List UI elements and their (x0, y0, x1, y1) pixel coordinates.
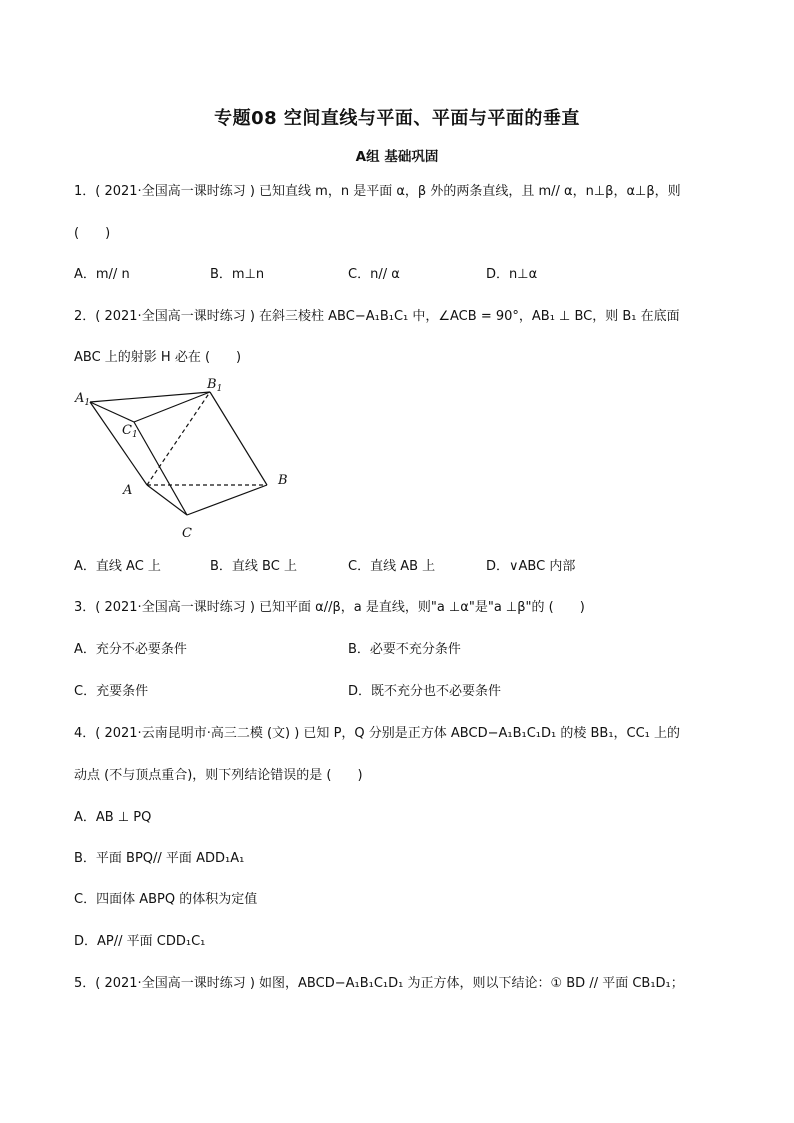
label-b1: $B_1$ (207, 377, 223, 394)
question-3-option-c: C．充要条件 (74, 684, 149, 699)
oblique-prism-figure (70, 372, 310, 547)
question-1-stem: 1．( 2021·全国高一课时练习 ) 已知直线 m，n 是平面 α，β 外的两条直线，且 m// α，n⊥β，α⊥β，则 (74, 184, 681, 199)
question-4-option-d: D．AP// 平面 CDD₁C₁ (74, 934, 206, 949)
question-1-option-c: C．n// α (348, 267, 400, 282)
question-3-stem: 3．( 2021·全国高一课时练习 ) 已知平面 α//β，a 是直线，则"a ⊥α"是"a ⊥β"的 ( ) (74, 600, 585, 615)
page-title: 专题08 空间直线与平面、平面与平面的垂直 (214, 108, 580, 129)
edge-a1b1 (90, 392, 210, 402)
edge-cb (187, 485, 267, 515)
section-heading: A组 基础巩固 (355, 149, 439, 165)
question-2-blank: ABC 上的射影 H 必在 ( ) (74, 350, 242, 365)
question-4-option-b: B．平面 BPQ// 平面 ADD₁A₁ (74, 851, 245, 866)
question-3-option-a: A．充分不必要条件 (74, 642, 187, 657)
question-1-option-b: B．m⊥n (210, 267, 265, 282)
question-4-stem: 4．( 2021·云南昆明市·高三二模 (文) ) 已知 P，Q 分别是正方体 ABCD−A₁B₁C₁D₁ 的棱 BB₁，CC₁ 上的 (74, 726, 681, 741)
label-c1: $C_1$ (122, 423, 138, 440)
edge-c1c (134, 422, 187, 515)
question-4-option-a: A．AB ⊥ PQ (74, 810, 152, 825)
label-a: A (123, 483, 133, 498)
edge-b1b (210, 392, 267, 485)
question-3-option-b: B．必要不充分条件 (348, 642, 461, 657)
edge-ab1-hidden (147, 392, 210, 485)
label-b: B (278, 473, 288, 488)
question-5-stem: 5．( 2021·全国高一课时练习 ) 如图，ABCD−A₁B₁C₁D₁ 为正方体，则以下结论：① BD // 平面 CB₁D₁； (74, 976, 684, 991)
label-a1: $A_1$ (75, 391, 91, 408)
question-2-stem: 2．( 2021·全国高一课时练习 ) 在斜三棱柱 ABC−A₁B₁C₁ 中，∠ACB = 90°，AB₁ ⊥ BC，则 B₁ 在底面 (74, 309, 680, 324)
question-2-option-d: D．∨ABC 内部 (486, 559, 576, 574)
question-2-option-b: B．直线 BC 上 (210, 559, 297, 574)
question-4-blank: 动点 (不与顶点重合)，则下列结论错误的是 ( ) (74, 768, 363, 783)
question-1-option-a: A．m// n (74, 267, 130, 282)
question-1-option-d: D．n⊥α (486, 267, 538, 282)
question-4-option-c: C．四面体 ABPQ 的体积为定值 (74, 892, 258, 907)
edge-ac (147, 485, 187, 515)
question-1-blank: ( ) (74, 226, 111, 241)
question-3-option-d: D．既不充分也不必要条件 (348, 684, 502, 699)
label-c: C (182, 526, 192, 541)
edge-c1b1 (134, 392, 210, 422)
question-2-option-c: C．直线 AB 上 (348, 559, 436, 574)
question-2-option-a: A．直线 AC 上 (74, 559, 161, 574)
